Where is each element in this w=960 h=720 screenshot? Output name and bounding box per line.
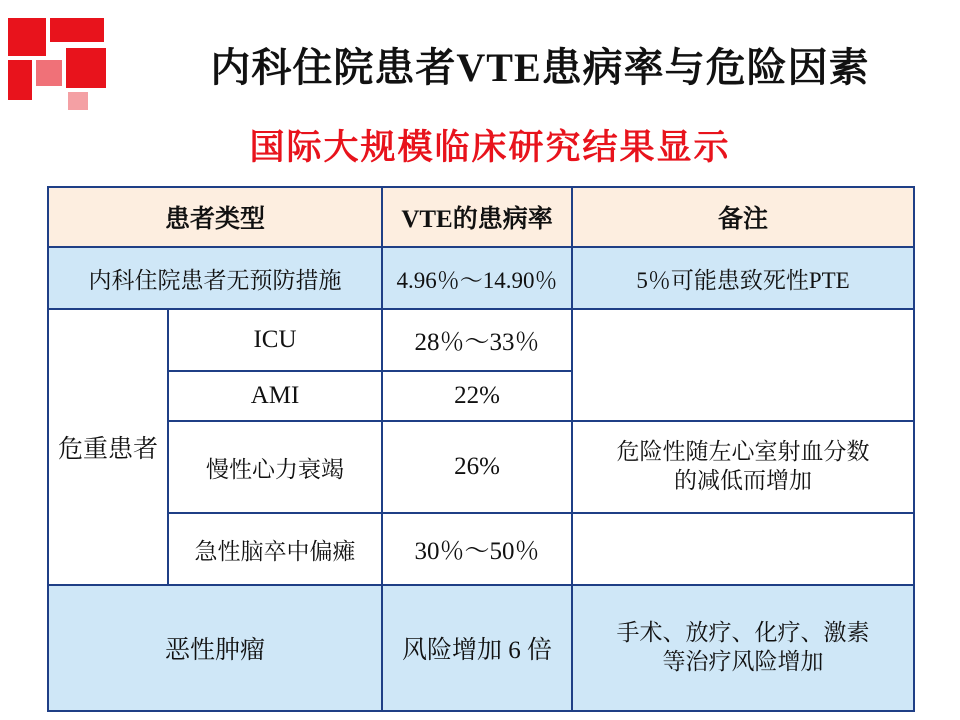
cell-rate-chronic-heart-failure: 26% [382, 421, 572, 513]
table-row [48, 513, 914, 585]
cell-sub-acute-stroke-hemiplegia: 急性脑卒中偏瘫 [168, 513, 382, 585]
table-row [48, 247, 914, 309]
cell-sub-ami: AMI [168, 371, 382, 421]
column-header-patient-type: 患者类型 [48, 187, 382, 247]
cell-remark-empty-2 [572, 513, 914, 585]
logo-square-3 [8, 60, 32, 100]
cell-rate-ami: 22% [382, 371, 572, 421]
logo-square-4 [36, 60, 62, 86]
red-squares-logo [8, 18, 128, 102]
table-row [48, 585, 914, 711]
remark-line-2: 的减低而增加 [674, 468, 813, 493]
cell-remark-empty-1 [572, 309, 914, 421]
cell-rate-acute-stroke-hemiplegia: 30％～50％ [382, 513, 572, 585]
cell-sub-chronic-heart-failure: 慢性心力衰竭 [168, 421, 382, 513]
logo-square-2 [50, 18, 104, 42]
cell-remark-no-prophylaxis: 5％可能患致死性PTE [572, 247, 914, 309]
cell-rate-malignant-tumor: 风险增加 6 倍 [382, 585, 572, 711]
page-subtitle: 国际大规模临床研究结果显示 [249, 128, 731, 167]
logo-square-5 [66, 48, 106, 88]
table-row [48, 421, 914, 513]
logo-square-6 [68, 92, 88, 110]
cell-type-critical: 危重患者 [48, 309, 168, 585]
cell-type-malignant-tumor: 恶性肿瘤 [48, 585, 382, 711]
cell-type-no-prophylaxis: 内科住院患者无预防措施 [48, 247, 382, 309]
page-title: 内科住院患者VTE患病率与危险因素 [210, 45, 870, 90]
logo-square-1 [8, 18, 46, 56]
cell-remark-malignant-tumor [572, 585, 914, 711]
cell-remark-chronic-heart-failure [572, 421, 914, 513]
cell-rate-icu: 28％～33％ [382, 309, 572, 371]
table-header-row [48, 187, 914, 247]
column-header-remark: 备注 [572, 187, 914, 247]
remark-line-1: 手术、放疗、化疗、激素 [616, 620, 870, 646]
column-header-vte-rate: VTE的患病率 [382, 187, 572, 247]
table-row [48, 309, 914, 371]
remark-line-1: 危险性随左心室射血分数 [616, 439, 870, 465]
cell-sub-icu: ICU [168, 309, 382, 371]
remark-line-2: 等治疗风险增加 [662, 649, 824, 674]
cell-rate-no-prophylaxis: 4.96％～14.90％ [382, 247, 572, 309]
vte-table [47, 186, 915, 712]
